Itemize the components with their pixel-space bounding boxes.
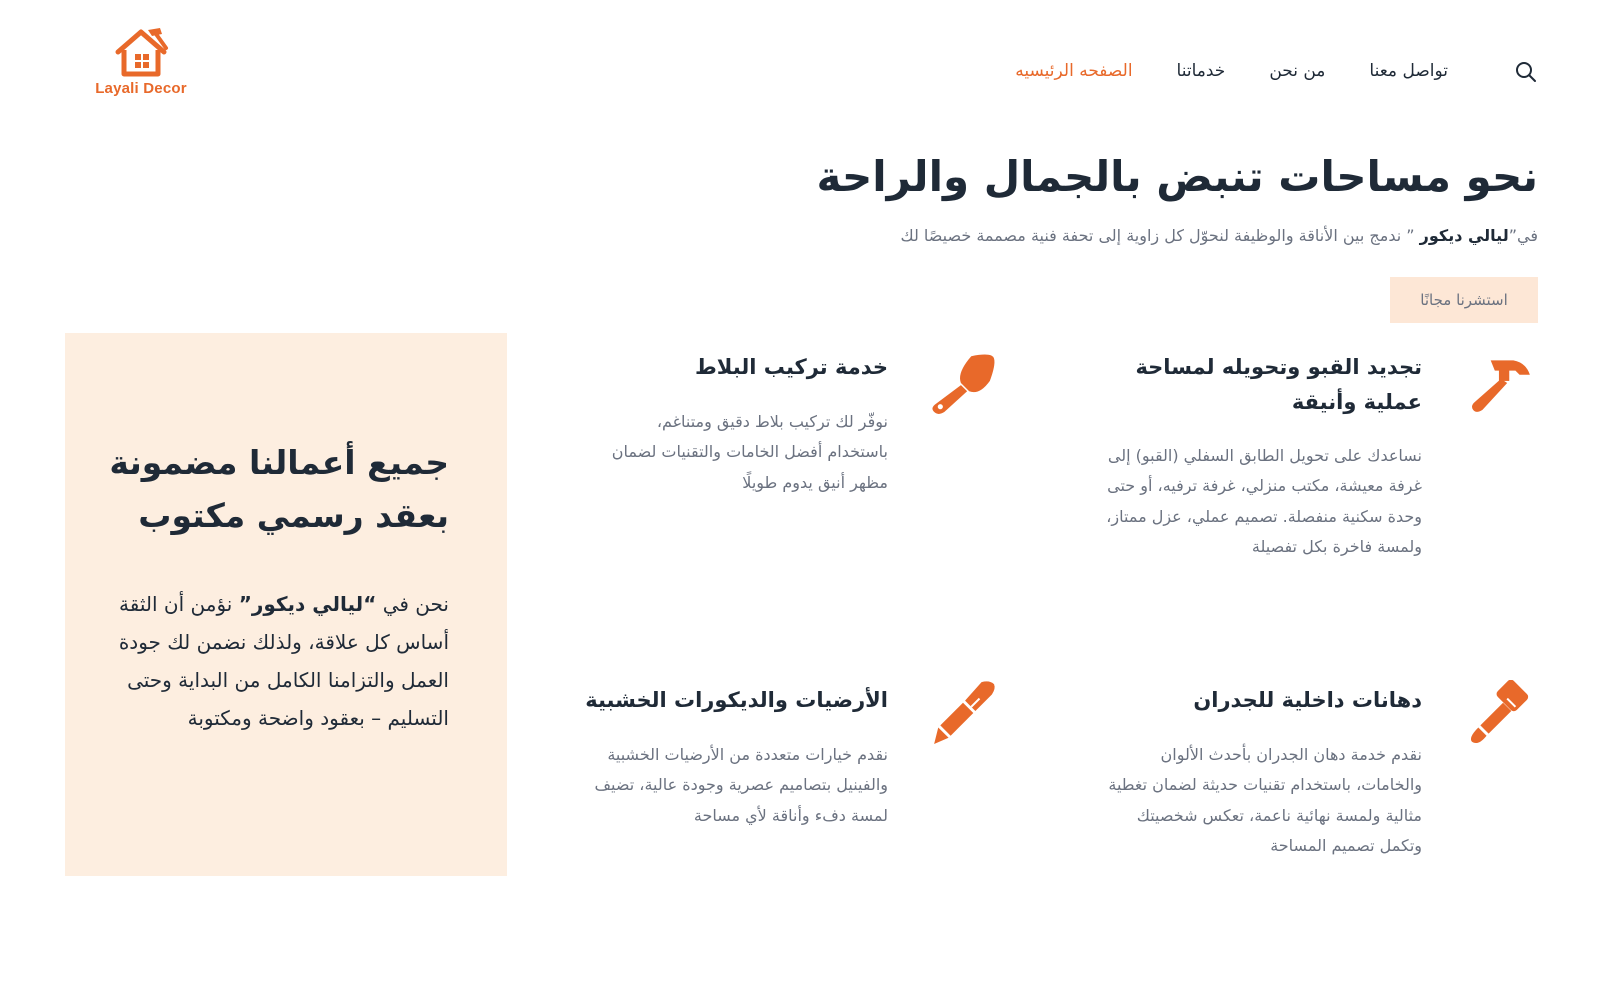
- nav-home[interactable]: الصفحه الرئيسيه: [1015, 61, 1133, 81]
- service-desc-basement: نساعدك على تحويل الطابق السفلي (القبو) إلى غرفة معيشة، مكتب منزلي، غرفة ترفيه، أو حتى وحدة سكنية منفصلة. تصميم عملي، عزل ممتاز، ولمسة فاخرة بكل تفصيلة: [1106, 446, 1422, 557]
- chisel-icon: [930, 680, 996, 746]
- hero-subtitle: [638, 226, 1538, 245]
- hero-subtitle-prefix: في”: [1508, 226, 1538, 245]
- service-title-painting: دهانات داخلية للجدران: [1193, 688, 1422, 712]
- guarantee-body-rest: نؤمن أن الثقة أساس كل علاقة، ولذلك نضمن لك جودة العمل والتزامنا الكامل من البداية وحتى التسليم – بعقود واضحة ومكتوبة: [118, 592, 449, 730]
- service-title-tiles: خدمة تركيب البلاط: [695, 355, 888, 379]
- free-consultation-button[interactable]: استشرنا مجانًا: [1390, 277, 1538, 323]
- hero-title: نحو مساحات تنبض بالجمال والراحة: [816, 152, 1538, 201]
- nav-contact[interactable]: تواصل معنا: [1369, 61, 1448, 81]
- service-desc-tiles: نوفّر لك تركيب بلاط دقيق ومتناغم، باستخدام أفضل الخامات والتقنيات لضمان مظهر أنيق يدوم طويلًا: [611, 412, 888, 492]
- service-desc-painting: نقدم خدمة دهان الجدران بأحدث الألوان والخامات، باستخدام تقنيات حديثة لضمان تغطية مثالية ولمسة نهائية ناعمة، تعكس شخصيتك وتكمل تصميم المساحة: [1108, 745, 1422, 856]
- guarantee-body-prefix: نحن في: [376, 592, 449, 616]
- paint-roller-icon: [1468, 680, 1534, 746]
- search-icon[interactable]: [1514, 60, 1538, 84]
- nav-about[interactable]: من نحن: [1269, 61, 1326, 81]
- trowel-icon: [930, 350, 996, 416]
- service-desc-flooring: نقدم خيارات متعددة من الأرضيات الخشبية والفينيل بتصاميم عصرية وجودة عالية، تضيف لمسة دفء وأناقة لأي مساحة: [594, 745, 888, 825]
- guarantee-body-brand: “ليالي ديكور”: [238, 592, 377, 616]
- guarantee-body: [109, 585, 449, 737]
- hero-subtitle-brand: ليالي ديكور: [1419, 226, 1509, 245]
- nav-services[interactable]: خدماتنا: [1176, 61, 1226, 81]
- service-title-flooring: الأرضيات والديكورات الخشبية: [585, 688, 888, 712]
- service-title-basement: تجديد القبو وتحويله لمساحة عملية وأنيقة: [1135, 355, 1422, 414]
- hammer-icon: [1468, 350, 1534, 416]
- main-nav: [1015, 56, 1448, 86]
- guarantee-card: [65, 333, 507, 876]
- site-logo[interactable]: [86, 26, 196, 106]
- guarantee-title: جميع أعمالنا مضمونة بعقد رسمي مكتوب: [109, 443, 449, 535]
- house-logo-icon: [112, 26, 170, 78]
- logo-text: Layali Decor: [95, 80, 187, 97]
- hero-subtitle-rest: ” ندمج بين الأناقة والوظيفة لنحوّل كل زاوية إلى تحفة فنية مصممة خصيصًا لك: [900, 226, 1420, 245]
